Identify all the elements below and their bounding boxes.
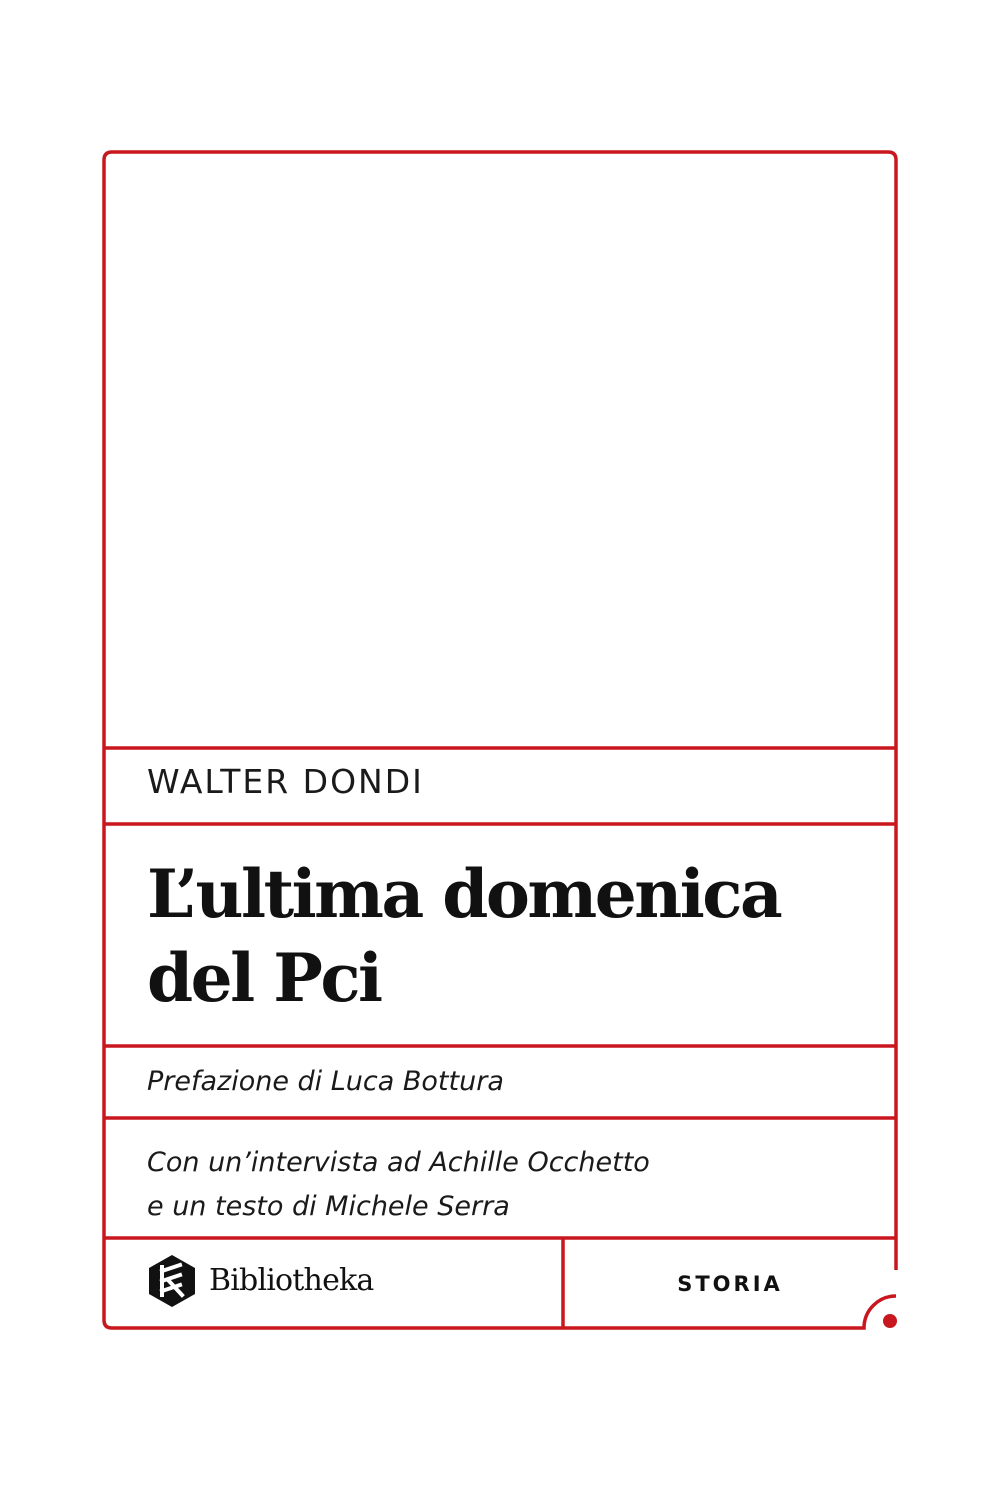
title-line: del Pci [147,939,381,1017]
author-name: WALTER DONDI [147,762,424,801]
book-title [147,852,780,1020]
bibliotheka-logo-icon [147,1254,197,1308]
genre-label: STORIA [677,1272,783,1296]
additional-credits [147,1141,650,1229]
publisher-name: Bibliotheka [209,1263,374,1298]
title-line: L’ultima domenica [147,855,781,933]
red-dot-icon [883,1314,897,1328]
credit-line: e un testo di Michele Serra [147,1191,510,1222]
credit-line: Con un’intervista ad Achille Occhetto [147,1147,650,1178]
publisher-block [147,1254,374,1308]
preface-credit: Prefazione di Luca Bottura [147,1066,504,1097]
